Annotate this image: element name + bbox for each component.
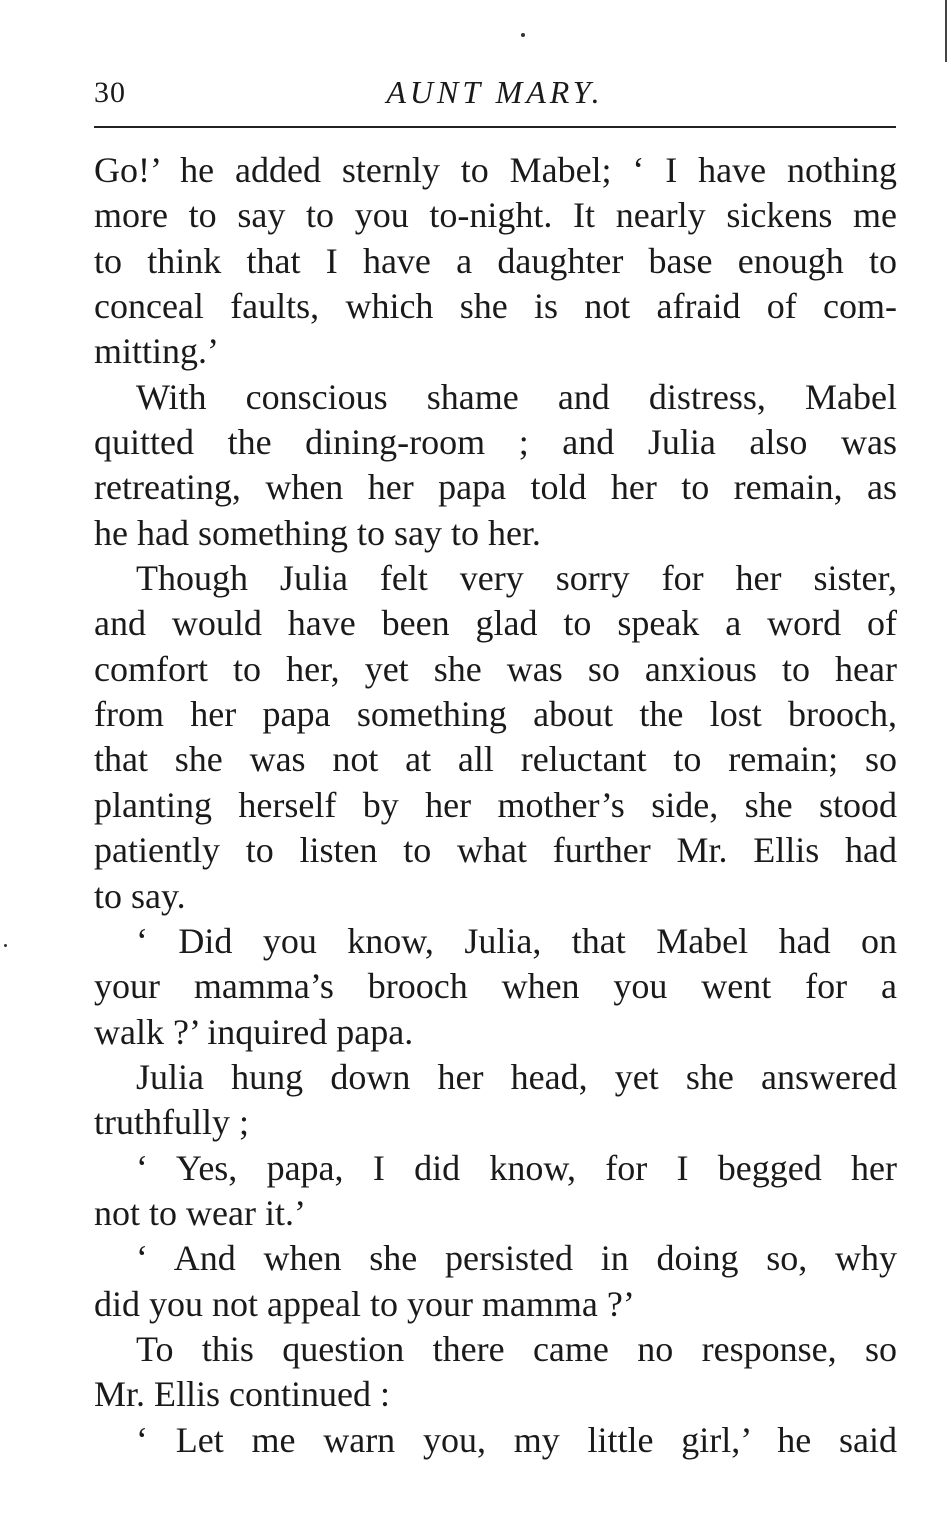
text-line: ‘ Yes, papa, I did know, for I begged her [136,1147,897,1188]
text-line: comfort to her, yet she was so anxious to hear [94,648,897,689]
text-line: quitted the dining-room ; and Julia also was [94,422,897,463]
text-line: Mr. Ellis continued : [94,1374,390,1415]
text-line: Go!’ he added sternly to Mabel; ‘ I have nothing [94,150,897,190]
text-line: Julia hung down her head, yet she answered [136,1056,897,1097]
page-header [94,72,896,116]
text-line: ‘ Let me warn you, my little girl,’ he said [136,1419,897,1460]
running-title: AUNT MARY. [386,74,604,110]
text-line: he had something to say to her. [94,512,541,553]
text-line: truthfully ; [94,1102,249,1143]
header-rule [94,126,896,128]
ink-speck [4,944,7,947]
text-line: Though Julia felt very sorry for her sister, [136,558,897,599]
page-number: 30 [94,76,126,109]
text-line: conceal faults, which she is not afraid of com- [94,286,897,327]
text-line: ‘ And when she persisted in doing so, why [136,1238,897,1279]
text-line: your mamma’s brooch when you went for a [94,966,897,1007]
text-line: to think that I have a daughter base enough to [94,240,897,281]
text-line: walk ?’ inquired papa. [94,1011,414,1052]
text-line: With conscious shame and distress, Mabel [136,376,897,417]
text-line: planting herself by her mother’s side, she stood [94,784,897,825]
text-line: did you not appeal to your mamma ?’ [94,1283,635,1324]
text-line: To this question there came no response, so [136,1328,897,1369]
ink-speck [521,33,525,37]
text-line: mitting.’ [94,331,219,372]
text-line: that she was not at all reluctant to remain; so [94,739,897,780]
body-text [94,148,897,1463]
text-line: ‘ Did you know, Julia, that Mabel had on [136,920,897,961]
text-line: retreating, when her papa told her to remain, as [94,467,897,508]
text-line: and would have been glad to speak a word of [94,603,897,644]
text-line: not to wear it.’ [94,1192,306,1233]
text-line: from her papa something about the lost brooch, [94,694,897,735]
text-line: to say. [94,875,186,916]
text-line: more to say to you to-night. It nearly sickens me [94,195,897,236]
page-edge-mark [945,0,947,62]
text-line: patiently to listen to what further Mr. Ellis had [94,830,897,871]
